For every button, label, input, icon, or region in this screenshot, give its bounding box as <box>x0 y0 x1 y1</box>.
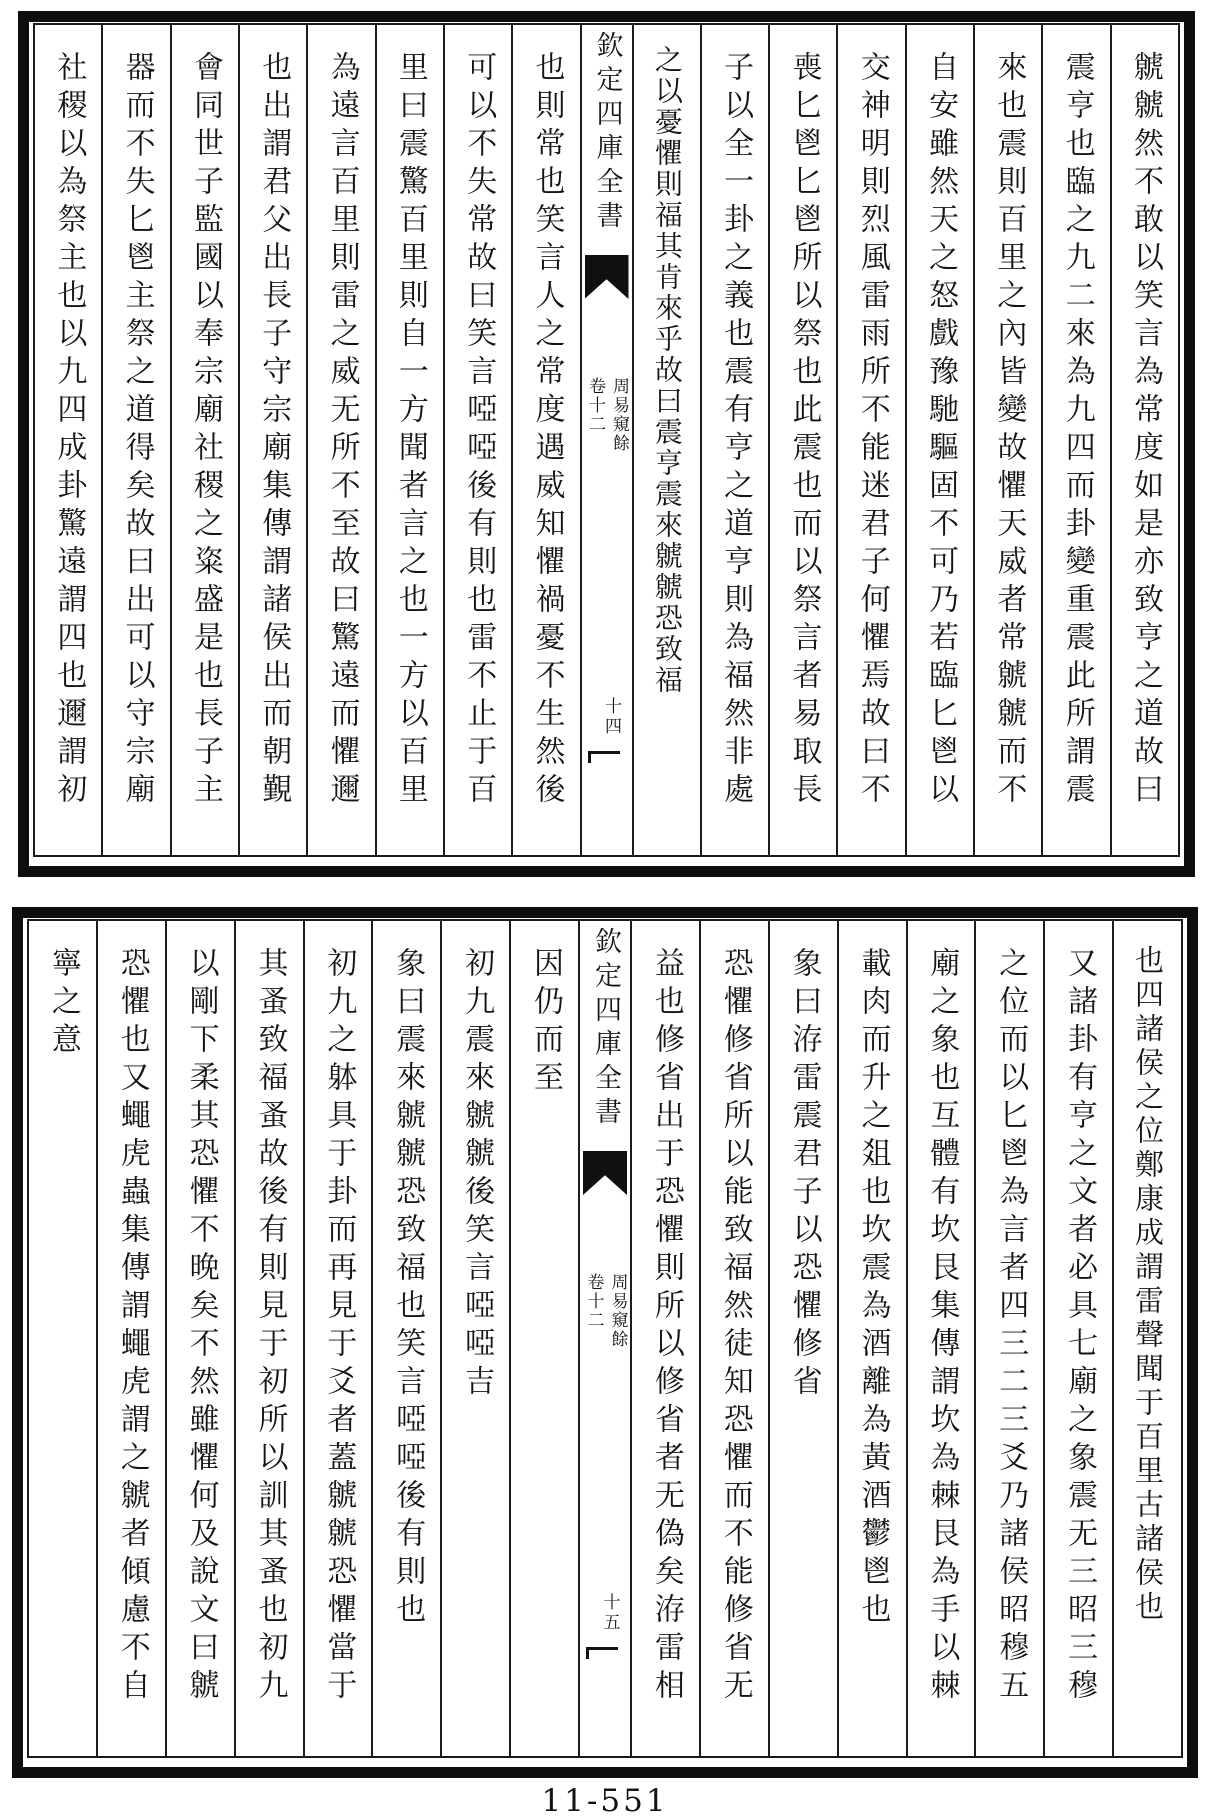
spine-subtitle <box>582 377 632 453</box>
text-column: 自安雖然天之怒戲豫馳驅固不可乃若臨匕鬯以 <box>907 25 975 855</box>
fishtail-ornament <box>585 255 629 299</box>
text-column: 也四諸侯之位鄭康成謂雷聲聞于百里古諸侯也 <box>1131 945 1165 1625</box>
page-leaf-top <box>18 11 1195 877</box>
text-column: 之以憂懼則福其肯來乎故曰震亨震來虩虩恐致福 <box>634 25 702 855</box>
spine-book-title: 周易窺餘 <box>607 1273 628 1349</box>
spine-book-title: 周易窺餘 <box>609 377 629 453</box>
text-column: 里曰震驚百里則自一方聞者言之也一方以百里 <box>377 25 445 855</box>
text-column: 載肉而升之爼也坎震為酒離為黃酒鬱鬯也 <box>839 921 908 1756</box>
fishtail-ornament <box>583 1151 627 1195</box>
text-column: 寧之意 <box>29 921 98 1756</box>
spine-library-title: 欽定四庫全書 <box>591 31 623 235</box>
page-frame <box>27 919 1183 1758</box>
text-column: 子以全一卦之義也震有亨之道亨則為福然非處 <box>702 25 770 855</box>
spine-library-title: 欽定四庫全書 <box>590 927 621 1131</box>
page-frame <box>33 23 1180 857</box>
text-column: 為遠言百里則雷之威无所不至故曰驚遠而懼邇 <box>308 25 376 855</box>
text-column: 象曰震來虩虩恐致福也笑言啞啞後有則也 <box>373 921 442 1756</box>
text-column: 之位而以匕鬯為言者四三二三爻乃諸侯昭穆五 <box>976 921 1045 1756</box>
text-column: 廟之象也互體有坎艮集傳謂坎為棘艮為手以棘 <box>908 921 977 1756</box>
text-column: 會同世子監國以奉宗廟社稷之粢盛是也長子主 <box>172 25 240 855</box>
page-spine <box>580 921 632 1756</box>
text-column: 社稷以為祭主也以九四成卦驚遠謂四也邇謂初 <box>35 25 103 855</box>
text-column: 器而不失匕鬯主祭之道得矣故曰出可以守宗廟 <box>103 25 171 855</box>
spine-volume-label: 卷十二 <box>583 1273 604 1330</box>
text-column: 來也震則百里之內皆變故懼天威者常虩虩而不 <box>975 25 1043 855</box>
spine-volume-label: 卷十二 <box>585 377 605 434</box>
text-column: 初九震來虩虩後笑言啞啞吉 <box>442 921 511 1756</box>
text-column: 其蚤致福蚤故後有則見于初所以訓其蚤也初九 <box>236 921 305 1756</box>
spine-folio-number: 十五 <box>599 1593 620 1633</box>
text-column: 恐懼也又蠅虎蟲集傳謂蠅虎謂之虩者傾慮不自 <box>98 921 167 1756</box>
text-column: 又諸卦有亨之文者必具七廟之象震无三昭三穆 <box>1045 921 1114 1756</box>
folio-divider-line <box>586 1647 618 1650</box>
text-column: 恐懼修省所以能致福然徒知恐懼而不能修省无 <box>701 921 770 1756</box>
folio-divider-line <box>588 751 620 754</box>
text-column: 象曰洊雷震君子以恐懼修省 <box>770 921 839 1756</box>
page-leaf-bottom <box>12 907 1198 1778</box>
text-column: 虩虩然不敢以笑言為常度如是亦致亨之道故曰 <box>1128 51 1163 811</box>
text-column: 喪匕鬯匕鬯所以祭也此震也而以祭言者易取長 <box>770 25 838 855</box>
text-column: 初九之躰具于卦而再見于爻者蓋虩虩恐懼當于 <box>305 921 374 1756</box>
text-column: 因仍而至 <box>511 921 580 1756</box>
text-column: 震亨也臨之九二來為九四而卦變重震此所謂震 <box>1043 25 1111 855</box>
text-column: 以剛下柔其恐懼不晚矣不然雖懼何及說文曰虩 <box>167 921 236 1756</box>
plate-number: 11-551 <box>541 1783 669 1819</box>
text-column: 也出謂君父出長子守宗廟集傳謂諸侯出而朝覲 <box>240 25 308 855</box>
spine-folio-number: 十四 <box>601 697 621 737</box>
text-column: 交神明則烈風雷雨所不能迷君子何懼焉故曰不 <box>838 25 906 855</box>
spine-subtitle <box>580 1273 630 1349</box>
text-column: 也則常也笑言人之常度遇威知懼禍憂不生然後 <box>513 25 581 855</box>
text-column: 可以不失常故曰笑言啞啞後有則也雷不止于百 <box>445 25 513 855</box>
text-column: 益也修省出于恐懼則所以修省者无偽矣洊雷相 <box>632 921 701 1756</box>
page-spine <box>582 25 634 855</box>
